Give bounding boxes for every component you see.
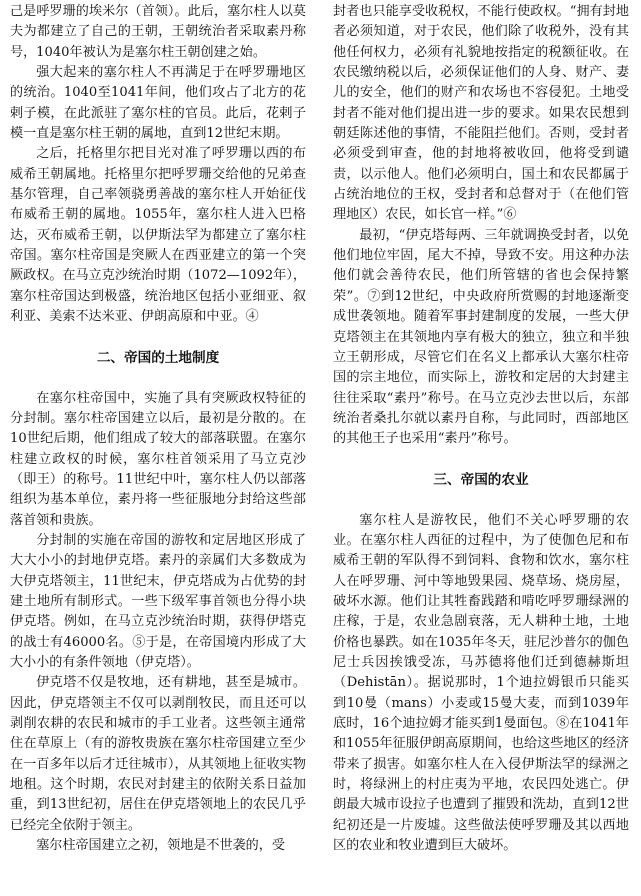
paragraph: 封者也只能享受收税权，不能行使政权。“拥有封地者必须知道，对于农民，他们除了收税外，没有其他任何权力，必须有礼貌地按指定的税额征收。在农民缴纳税以后，必须保证他们的人身、财产、妻儿的安全，他们的财产和农场也不容侵犯。土地受封者不能对他们提出进一步的要求。如果农民想到朝廷陈述他的事情，不能阻拦他们。否则，受封者必须受到审查，他的封地将被收回，他将受到谴责，以示他人。他们必须明白，国土和农民都属于占统治地位的王权，受封者和总督对于（在他们管理地区）农民，如长官一样。”⑥ (333, 4, 629, 223)
section-heading: 二、帝国的土地制度 (96, 349, 220, 366)
paragraph: 在塞尔柱帝国中，实施了具有突厥政权特征的分封制。塞尔柱帝国建立以后，最初是分散的。在10世纪后期，他们组成了较大的部落联盟。在塞尔柱建立政权的时候，塞尔柱首领采用了马立克沙（即王）的称号。11世纪中叶，塞尔柱人仍以部落组织为基本单位，素丹将一些征服地分封给这些部落首领和贵族。 (10, 390, 306, 528)
left-column (10, 2, 306, 856)
paragraph: 己是呼罗珊的埃米尔（首领）。此后，塞尔柱人以莫夫为都建立了自己的王朝，王朝统治者采取素丹称号，1040年被认为是塞尔柱王朝创建之始。 (10, 4, 306, 60)
paragraph: 之后，托格里尔把目光对准了呼罗珊以西的布威希王朝属地。托格里尔把呼罗珊交给他的兄弟查基尔管理，自己率领骁勇善战的塞尔柱人开始征伐布威希王朝的属地。1055年，塞尔柱人进入巴格达，灭布威希王朝，以伊斯法罕为都建立了塞尔柱帝国。塞尔柱帝国是突厥人在西亚建立的第一个突厥政权。在马立克沙统治时期（1072—1092年），塞尔柱帝国达到极盛，统治地区包括小亚细亚、叙利亚、美索不达米亚、伊朗高原和中亚。④ (10, 146, 306, 325)
paragraph: 强大起来的塞尔柱人不再满足于在呼罗珊地区的统治。1040至1041年间，他们攻占了北方的花剌子模，在此派驻了塞尔柱的官员。此后，花剌子模一直是塞尔柱王朝的属地，直到12世纪末期。 (10, 65, 306, 142)
right-column (333, 2, 629, 856)
paragraph: 分封制的实施在帝国的游牧和定居地区形成了大大小小的封地伊克塔。素丹的亲属们大多数成为大伊克塔领主，11世纪末，伊克塔成为占优势的封建土地所有制形式。一些下级军事首领也分得小块伊克塔。例如，在马立克沙统治时期，获得伊塔克的战士有46000名。⑤于是，在帝国境内形成了大大小小的有条件领地（伊克塔）。 (10, 532, 306, 670)
section-heading: 三、帝国的农业 (433, 471, 529, 488)
paragraph: 最初，“伊克塔每两、三年就调换受封者，以免他们地位牢固，尾大不掉，导致不安。用这种办法他们就会善待农民，他们所管辖的省也会保持繁荣”。⑦到12世纪，中央政府所赏赐的封地逐渐变成世袭领地。随着军事封建制度的发展，一些大伊克塔领主在其领地内享有极大的独立，独立和半独立王朝形成，尽管它们在名义上都承认大塞尔柱帝国的宗主地位，而实际上，游牧和定居的大封建主往往采取“素丹”称号。在马立克沙去世以后，东部统治者桑扎尔就以素丹自称，与此同时，西部地区的其他王子也采用“素丹”称号。 (333, 227, 629, 447)
paragraph: 伊克塔不仅是牧地，还有耕地，甚至是城市。因此，伊克塔领主不仅可以剥削牧民，而且还可以剥削农耕的农民和城市的手工业者。这些领主通常住在草原上（有的游牧贵族在塞尔柱帝国建立至少在一百多年以后才迁往城市），从其领地上征收实物地租。这个时期，农民对封建主的依附关系日益加重，到13世纪初，居住在伊克塔领地上的农民几乎已经完全依附于领主。 (10, 675, 306, 833)
paragraph: 塞尔柱人是游牧民，他们不关心呼罗珊的农业。在塞尔柱人西征的过程中，为了使伽色尼和布威希王朝的军队得不到饲料、食物和饮水，塞尔柱人在呼罗珊、河中等地毁果园、烧草场、烧房屋，破坏水源。他们让其牲畜践踏和啃吃呼罗珊绿洲的庄稼，于是，农业急剧衰落，无人耕种土地，土地价格也暴跌。如在1035年冬天，驻尼沙普尔的伽色尼士兵因挨饿受冻，马苏德将他们迁到德赫斯坦（Dehistān）。据说那时，1个迪拉姆银币只能买到10曼（mans）小麦或15曼大麦，而到1039年底时，16个迪拉姆才能买到1曼面包。⑧在1041年和1055年征服伊朗高原期间，也给这些地区的经济带来了损害。如塞尔柱人在入侵伊斯法罕的绿洲之时，将绿洲上的村庄夷为平地，农民四处逃亡。伊朗最大城市设拉子也遭到了摧毁和洗劫，直到12世纪初还是一片废墟。这些做法使呼罗珊及其以西地区的农业和牧业遭到巨大破坏。 (333, 512, 629, 854)
paragraph: 塞尔柱帝国建立之初，领地是不世袭的，受 (36, 838, 285, 854)
